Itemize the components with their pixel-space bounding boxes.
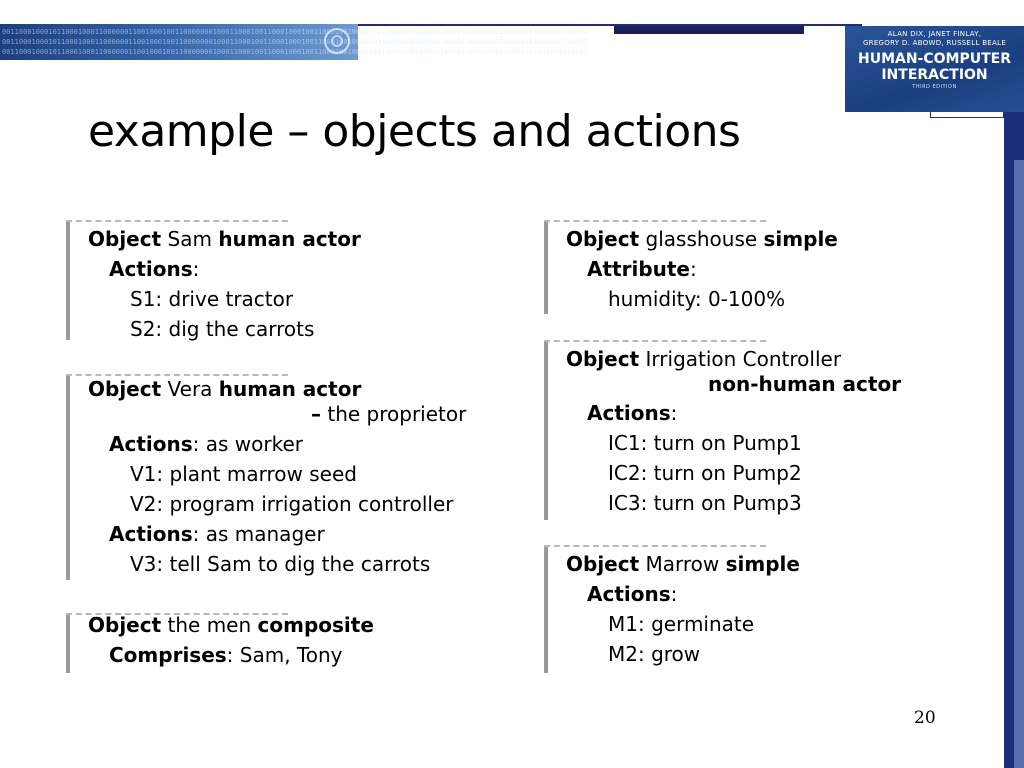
card-divider — [544, 340, 766, 342]
object-type: simple — [763, 227, 838, 251]
object-keyword: Object — [566, 227, 640, 251]
card-bar — [66, 374, 70, 580]
actions-suffix: : — [670, 582, 678, 606]
book-authors-line-1: ALAN DIX, JANET FINLAY, — [887, 30, 982, 38]
object-card-irrigation-controller — [544, 340, 984, 520]
book-title-line-2: INTERACTION — [881, 67, 988, 83]
action-item: IC3: turn on Pump3 — [608, 491, 802, 515]
header-binary-banner — [0, 24, 588, 60]
role-dash: – — [311, 402, 321, 426]
action-item: S2: dig the carrots — [130, 317, 315, 341]
action-item: M2: grow — [608, 642, 701, 666]
object-name: Sam — [161, 227, 219, 251]
object-name: the men — [161, 613, 258, 637]
book-cover-logo — [845, 26, 1024, 112]
binary-digits-row-3: 0011000100010110001000110000001100100010011000000010001100010011000100010011000100100001011000010010000110000110001000110000101001000110001 — [2, 48, 588, 56]
object-heading — [88, 613, 374, 637]
object-name: Vera — [161, 377, 219, 401]
action-item: V2: program irrigation controller — [130, 492, 454, 516]
right-edge-bar-inner — [1014, 160, 1024, 768]
actions-label: Actions — [109, 432, 193, 456]
book-title-line-1: HUMAN-COMPUTER — [857, 51, 1011, 67]
object-name: glasshouse — [639, 227, 764, 251]
attribute-heading — [587, 257, 697, 281]
actions-label: Actions — [109, 257, 193, 281]
card-divider — [544, 545, 766, 547]
object-name: Irrigation Controller — [639, 347, 842, 371]
action-item: V1: plant marrow seed — [130, 462, 357, 486]
comprises-line — [109, 643, 342, 667]
book-authors-line-2: GREGORY D. ABOWD, RUSSELL BEALE — [862, 39, 1007, 47]
actions-label: Actions — [587, 582, 671, 606]
comprises-label: Comprises — [109, 643, 227, 667]
object-keyword: Object — [88, 613, 162, 637]
object-heading — [566, 227, 838, 251]
card-divider — [544, 220, 766, 222]
object-keyword: Object — [88, 377, 162, 401]
actions-suffix: : — [670, 401, 678, 425]
globe-icon — [324, 28, 350, 54]
object-keyword: Object — [566, 347, 640, 371]
card-bar — [66, 220, 70, 340]
action-item: M1: germinate — [608, 612, 755, 636]
attribute-suffix: : — [690, 257, 697, 281]
object-card-glasshouse — [544, 220, 984, 314]
actions-suffix: : as worker — [192, 432, 303, 456]
object-name: Marrow — [639, 552, 726, 576]
actions-heading — [109, 522, 325, 546]
card-bar — [544, 545, 548, 673]
object-heading — [88, 377, 361, 401]
actions-suffix: : — [192, 257, 200, 281]
actions-label: Actions — [109, 522, 193, 546]
page-number: 20 — [914, 708, 936, 728]
comprises-value: : Sam, Tony — [226, 643, 343, 667]
attribute-item: humidity: 0-100% — [608, 287, 786, 311]
role-text: the proprietor — [321, 402, 467, 426]
card-divider — [66, 374, 288, 376]
actions-heading — [109, 257, 199, 281]
object-heading — [88, 227, 361, 251]
slide-title: example – objects and actions — [88, 106, 741, 157]
object-heading — [566, 552, 800, 576]
header-accent-bar — [614, 26, 804, 34]
object-type: non-human actor — [708, 372, 902, 396]
object-type: composite — [257, 613, 374, 637]
attribute-label: Attribute — [587, 257, 690, 281]
object-heading — [566, 347, 841, 371]
object-card-sam — [66, 220, 526, 340]
action-item: V3: tell Sam to dig the carrots — [130, 552, 431, 576]
card-bar — [66, 613, 70, 673]
object-keyword: Object — [88, 227, 162, 251]
object-keyword: Object — [566, 552, 640, 576]
action-item: IC1: turn on Pump1 — [608, 431, 802, 455]
card-bar — [544, 340, 548, 520]
object-type: simple — [725, 552, 800, 576]
object-card-marrow — [544, 545, 984, 673]
object-card-men — [66, 613, 526, 673]
object-card-vera — [66, 374, 526, 580]
action-item: S1: drive tractor — [130, 287, 294, 311]
book-edition: THIRD EDITION — [912, 84, 957, 90]
card-divider — [66, 220, 288, 222]
actions-heading — [109, 432, 303, 456]
actions-label: Actions — [587, 401, 671, 425]
binary-digits-row-2: 0011000100010110001000110000001100100010011000000010001100010011000100010011000100100001011000010010000110000110001000110000101001000110001 — [2, 38, 588, 46]
binary-digits: 0011000100010110001000110000001100100010011000000010001100010011000100010011000100100001011000010010000110000110001000110000101001000110001 — [2, 28, 588, 36]
object-type: human actor — [218, 227, 361, 251]
actions-heading — [587, 582, 677, 606]
object-type: human actor — [218, 377, 362, 401]
actions-suffix: : as manager — [192, 522, 325, 546]
object-role — [311, 402, 466, 426]
card-bar — [544, 220, 548, 314]
actions-heading — [587, 401, 677, 425]
action-item: IC2: turn on Pump2 — [608, 461, 802, 485]
